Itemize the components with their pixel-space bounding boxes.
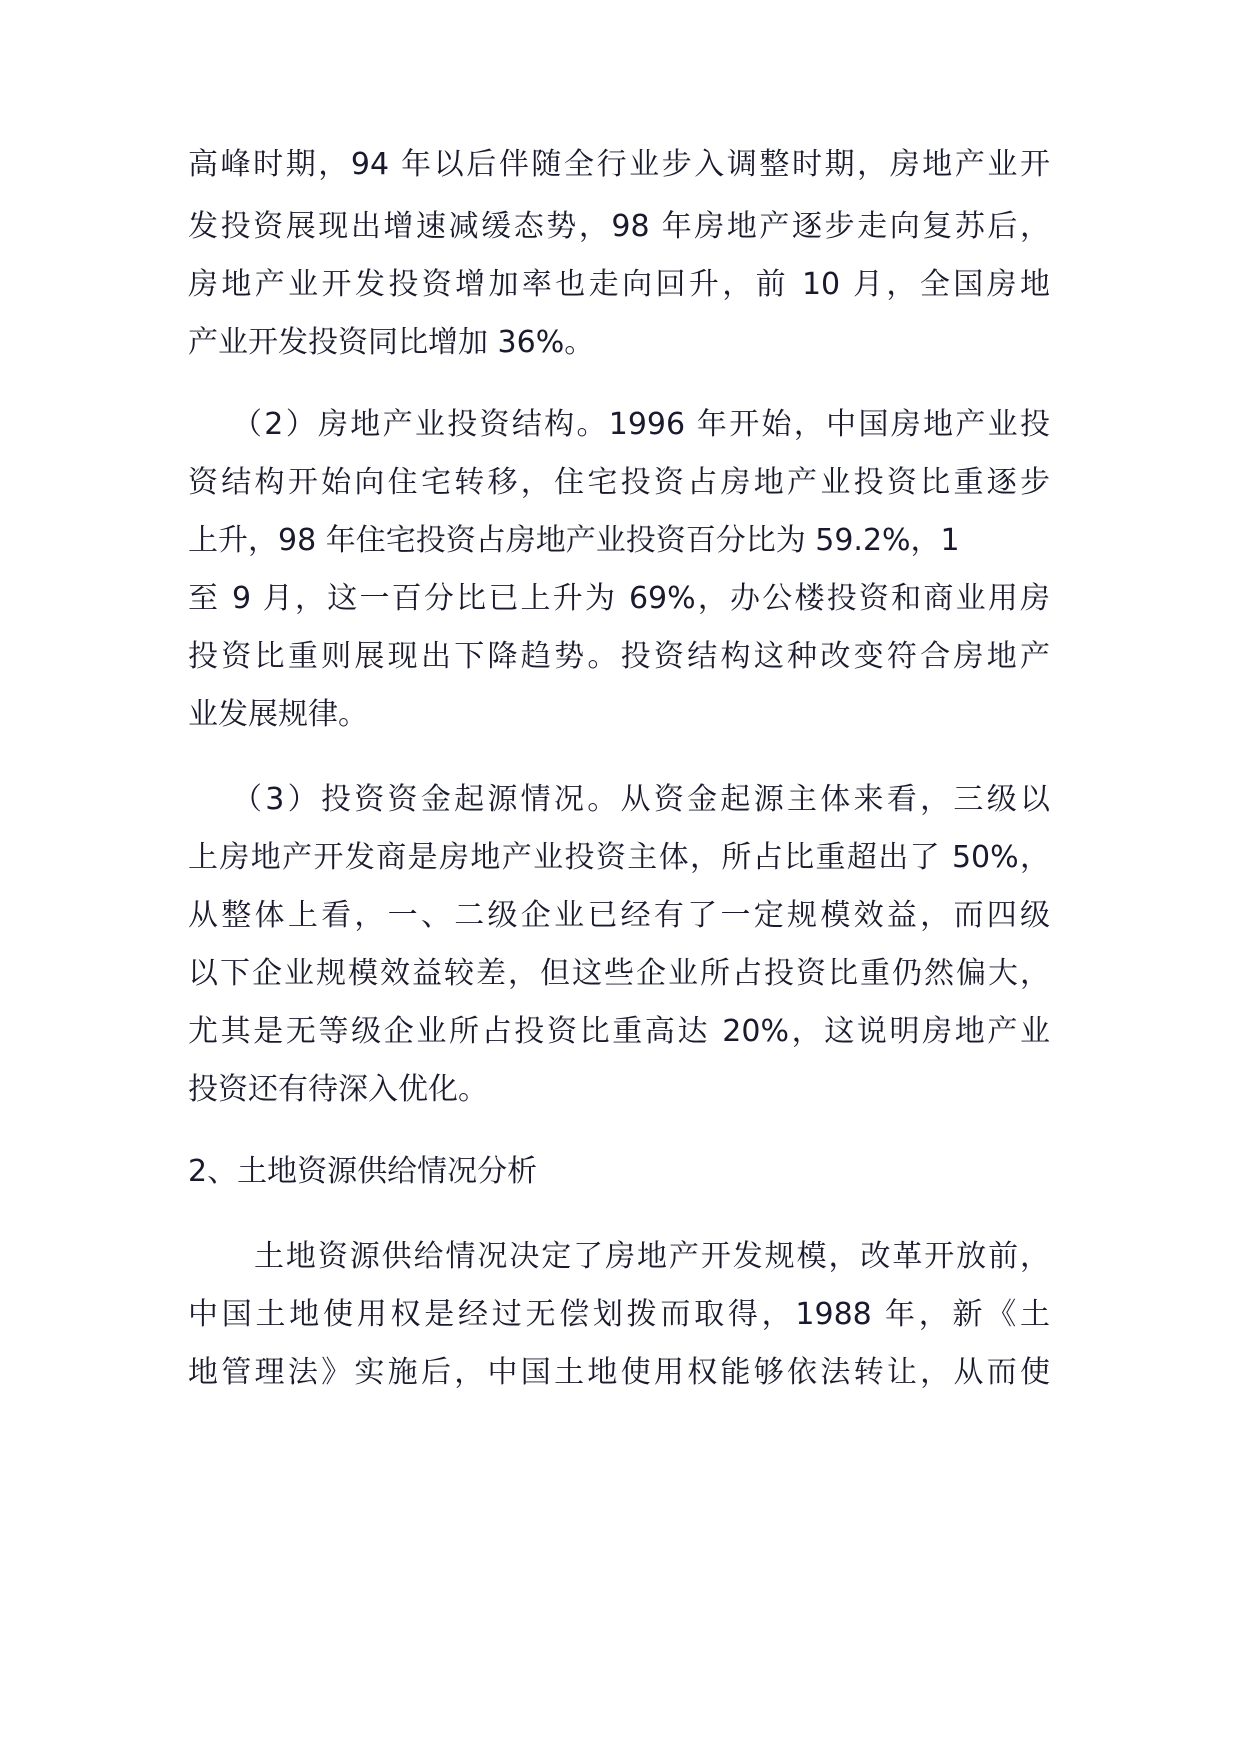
paragraph-3-line-1: （3）投资资金起源情况。从资金起源主体来看，三级以 <box>232 782 1050 817</box>
paragraph-3-line-4: 以下企业规模效益较差，但这些企业所占投资比重仍然偏大， <box>188 956 1050 991</box>
paragraph-3-line-5: 尤其是无等级企业所占投资比重高达 20%，这说明房地产业 <box>188 1014 1050 1049</box>
paragraph-1-line-2: 发投资展现出增速减缓态势，98 年房地产逐步走向复苏后， <box>188 209 1050 244</box>
paragraph-5-line-3: 地管理法》实施后，中国土地使用权能够依法转让，从而使 <box>188 1355 1050 1390</box>
paragraph-1-line-3: 房地产业开发投资增加率也走向回升，前 10 月，全国房地 <box>188 267 1050 302</box>
paragraph-2-line-6: 业发展规律。 <box>188 697 368 732</box>
paragraph-2-line-2: 资结构开始向住宅转移，住宅投资占房地产业投资比重逐步 <box>188 465 1050 500</box>
paragraph-1-line-1: 高峰时期，94 年以后伴随全行业步入调整时期，房地产业开 <box>188 147 1050 182</box>
paragraph-5-line-1: 土地资源供给情况决定了房地产开发规模，改革开放前， <box>254 1239 1050 1274</box>
paragraph-1-line-4: 产业开发投资同比增加 36%。 <box>188 325 595 360</box>
paragraph-5-line-2: 中国土地使用权是经过无偿划拨而取得，1988 年，新《土 <box>188 1297 1050 1332</box>
paragraph-3-line-2: 上房地产开发商是房地产业投资主体，所占比重超出了 50%， <box>188 840 1050 875</box>
paragraph-2-line-4: 至 9 月，这一百分比已上升为 69%，办公楼投资和商业用房 <box>188 581 1050 616</box>
paragraph-3-line-6: 投资还有待深入优化。 <box>188 1072 488 1107</box>
section-heading: 2、土地资源供给情况分析 <box>188 1154 538 1189</box>
paragraph-2-line-3: 上升，98 年住宅投资占房地产业投资百分比为 59.2%，1 <box>188 523 960 558</box>
paragraph-2-line-5: 投资比重则展现出下降趋势。投资结构这种改变符合房地产 <box>188 639 1050 674</box>
paragraph-2-line-1: （2）房地产业投资结构。1996 年开始，中国房地产业投 <box>232 407 1050 442</box>
paragraph-3-line-3: 从整体上看，一、二级企业已经有了一定规模效益，而四级 <box>188 898 1050 933</box>
